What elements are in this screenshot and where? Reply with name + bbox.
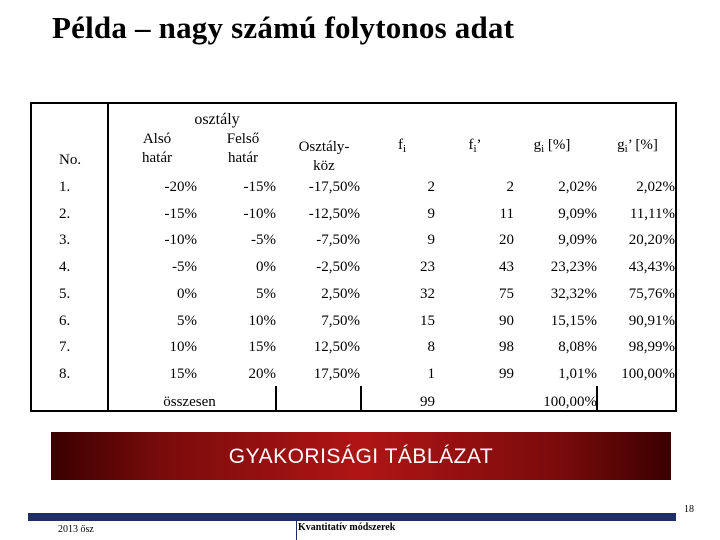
cell-felso: -5%: [251, 232, 276, 249]
banner-label: GYAKORISÁGI TÁBLÁZAT: [228, 445, 494, 468]
page-number: 18: [684, 504, 694, 515]
header-gic-main: g: [617, 137, 625, 153]
cell-gic: 20,20%: [628, 232, 675, 249]
slide-title: Példa – nagy számú folytonos adat: [52, 10, 515, 45]
header-kozep: [284, 138, 364, 176]
cell-gi: 8,08%: [558, 339, 597, 356]
header-fi: [387, 136, 417, 159]
cell-no: 7.: [59, 339, 71, 356]
cell-no: 1.: [59, 179, 71, 195]
cell-also: -10%: [164, 232, 197, 249]
cell-fi: 2: [427, 179, 435, 195]
cell-felso: 15%: [248, 339, 276, 356]
header-felso-line1: Felső: [226, 131, 260, 147]
cell-fi: 9: [427, 232, 435, 249]
cell-fi: 1: [427, 365, 435, 382]
header-gic-sub: i: [624, 143, 628, 155]
cell-felso: -10%: [243, 205, 276, 222]
frequency-table-banner: [51, 432, 671, 480]
cell-gic: 2,02%: [636, 179, 675, 195]
total-label: összesen: [163, 394, 216, 410]
cell-fi: 15: [420, 312, 435, 329]
header-also-line2: határ: [142, 150, 172, 166]
cell-kozep: -2,50%: [316, 259, 360, 276]
cell-gi: 9,09%: [558, 232, 597, 249]
column-divider: [275, 386, 277, 410]
cell-gi: 2,02%: [558, 179, 597, 195]
cell-no: 3.: [59, 232, 71, 249]
header-fic-suffix: ’: [476, 137, 482, 153]
cell-felso: 10%: [248, 312, 276, 329]
cell-fic: 11: [499, 205, 514, 222]
cell-no: 8.: [59, 365, 71, 382]
cell-no: 2.: [59, 205, 71, 222]
header-no: No.: [59, 152, 82, 168]
header-gi-sub: i: [541, 143, 545, 155]
header-fic-main: f: [468, 137, 474, 153]
cell-no: 4.: [59, 259, 71, 276]
cell-fic: 2: [506, 179, 514, 195]
cell-also: -5%: [172, 259, 197, 276]
cell-gi: 9,09%: [558, 205, 597, 222]
cell-felso: 0%: [256, 259, 276, 276]
header-kozep-line1: Osztály-: [298, 139, 350, 155]
header-fic-sub: i: [473, 143, 477, 155]
total-gi: 100,00%: [543, 394, 597, 410]
cell-fic: 43: [499, 259, 514, 276]
cell-gic: 75,76%: [628, 285, 675, 302]
cell-gic: 100,00%: [621, 365, 675, 382]
header-also-line1: Alsó: [142, 131, 172, 147]
cell-also: -15%: [164, 205, 197, 222]
header-felso-line2: határ: [228, 150, 258, 166]
cell-gic: 11,11%: [629, 205, 675, 222]
column-divider: [675, 104, 677, 410]
header-gi: [517, 136, 587, 159]
footer-semester: 2013 ősz: [58, 524, 94, 535]
header-osztaly: osztály: [194, 111, 240, 128]
header-gi-suffix: [%]: [544, 137, 571, 153]
cell-also: -20%: [164, 179, 197, 195]
cell-gi: 1,01%: [558, 365, 597, 382]
footer-bar: [28, 513, 676, 521]
header-felso: [208, 130, 278, 168]
header-gi-main: g: [533, 137, 542, 153]
cell-gi: 23,23%: [550, 259, 597, 276]
cell-also: 0%: [177, 285, 197, 302]
cell-kozep: -12,50%: [308, 205, 360, 222]
footer-course: Kvantitatív módszerek: [298, 522, 396, 533]
cell-kozep: -17,50%: [308, 179, 360, 195]
header-also: [122, 130, 192, 168]
cell-no: 6.: [59, 312, 71, 329]
column-divider: [360, 386, 362, 410]
cell-also: 5%: [177, 312, 197, 329]
cell-fic: 98: [499, 339, 514, 356]
cell-gic: 98,99%: [628, 339, 675, 356]
header-gi-cumulative: [600, 136, 675, 159]
cell-kozep: 7,50%: [321, 312, 360, 329]
cell-fic: 99: [499, 365, 514, 382]
cell-kozep: 17,50%: [313, 365, 360, 382]
cell-fi: 8: [427, 339, 435, 356]
total-fi: 99: [420, 394, 435, 410]
cell-gic: 43,43%: [628, 259, 675, 276]
header-kozep-line2: köz: [313, 158, 335, 174]
cell-fi: 9: [427, 205, 435, 222]
cell-gic: 90,91%: [628, 312, 675, 329]
cell-gi: 15,15%: [550, 312, 597, 329]
header-fi-cumulative: [455, 136, 495, 159]
cell-kozep: 12,50%: [313, 339, 360, 356]
header-fi-main: f: [397, 137, 403, 153]
cell-also: 10%: [169, 339, 197, 356]
cell-fic: 75: [499, 285, 514, 302]
cell-no: 5.: [59, 285, 71, 302]
cell-felso: -15%: [243, 179, 276, 195]
cell-felso: 20%: [248, 365, 276, 382]
frequency-table: [30, 102, 677, 412]
cell-fi: 23: [420, 259, 435, 276]
cell-fic: 20: [499, 232, 514, 249]
cell-fi: 32: [420, 285, 435, 302]
header-fi-sub: i: [402, 143, 407, 155]
cell-gi: 32,32%: [550, 285, 597, 302]
cell-also: 15%: [169, 365, 197, 382]
cell-kozep: 2,50%: [321, 285, 360, 302]
header-gic-suffix: ’ [%]: [627, 137, 658, 153]
footer-divider: [296, 513, 297, 540]
cell-felso: 5%: [256, 285, 276, 302]
cell-kozep: -7,50%: [316, 232, 360, 249]
cell-fic: 90: [499, 312, 514, 329]
column-divider: [107, 104, 109, 410]
